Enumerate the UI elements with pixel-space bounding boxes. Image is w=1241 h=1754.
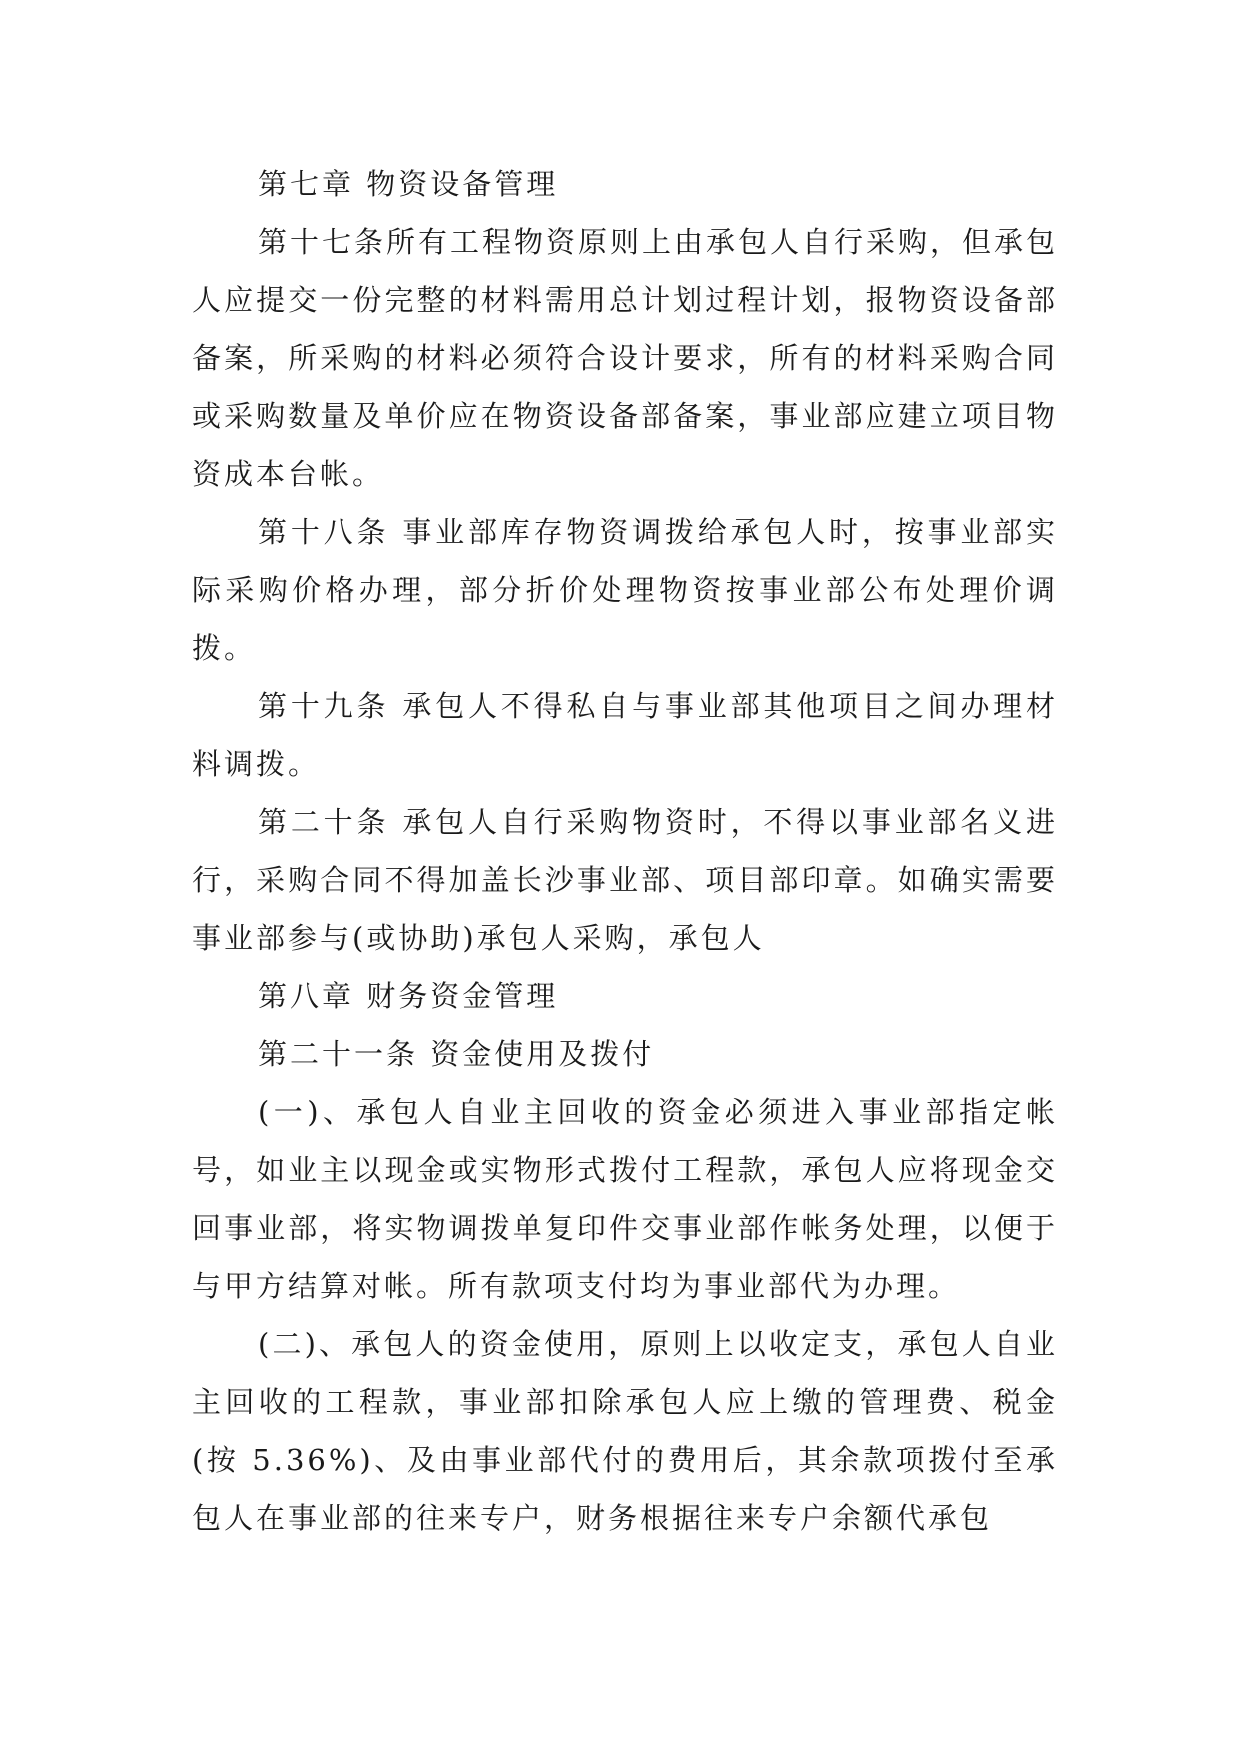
article-paragraph: (二)、承包人的资金使用，原则上以收定支，承包人自业主回收的工程款，事业部扣除承包人应上缴的管理费、税金(按 5.36%)、及由事业部代付的费用后，其余款项拨付至承包人在事业部的往来专户，财务根据往来专户余额代承包 [192, 1327, 1058, 1535]
article-paragraph: 第二十条 承包人自行采购物资时，不得以事业部名义进行，采购合同不得加盖长沙事业部、项目部印章。如确实需要事业部参与(或协助)承包人采购，承包人 [192, 805, 1058, 955]
article-paragraph: 第十七条所有工程物资原则上由承包人自行采购，但承包人应提交一份完整的材料需用总计划过程计划，报物资设备部备案，所采购的材料必须符合设计要求，所有的材料采购合同或采购数量及单价应在物资设备部备案，事业部应建立项目物资成本台帐。 [192, 225, 1059, 491]
chapter-heading: 第八章 财务资金管理 [258, 979, 559, 1013]
article-heading: 第二十一条 资金使用及拨付 [258, 1037, 655, 1071]
article-paragraph: 第十九条 承包人不得私自与事业部其他项目之间办理材料调拨。 [192, 689, 1058, 781]
article-paragraph: 第十八条 事业部库存物资调拨给承包人时，按事业部实际采购价格办理，部分折价处理物资按事业部公布处理价调拨。 [192, 515, 1058, 665]
chapter-heading: 第七章 物资设备管理 [258, 167, 559, 201]
document-body [192, 155, 1058, 1547]
article-paragraph: (一)、承包人自业主回收的资金必须进入事业部指定帐号，如业主以现金或实物形式拨付工程款，承包人应将现金交回事业部，将实物调拨单复印件交事业部作帐务处理，以便于与甲方结算对帐。所有款项支付均为事业部代为办理。 [192, 1095, 1058, 1303]
